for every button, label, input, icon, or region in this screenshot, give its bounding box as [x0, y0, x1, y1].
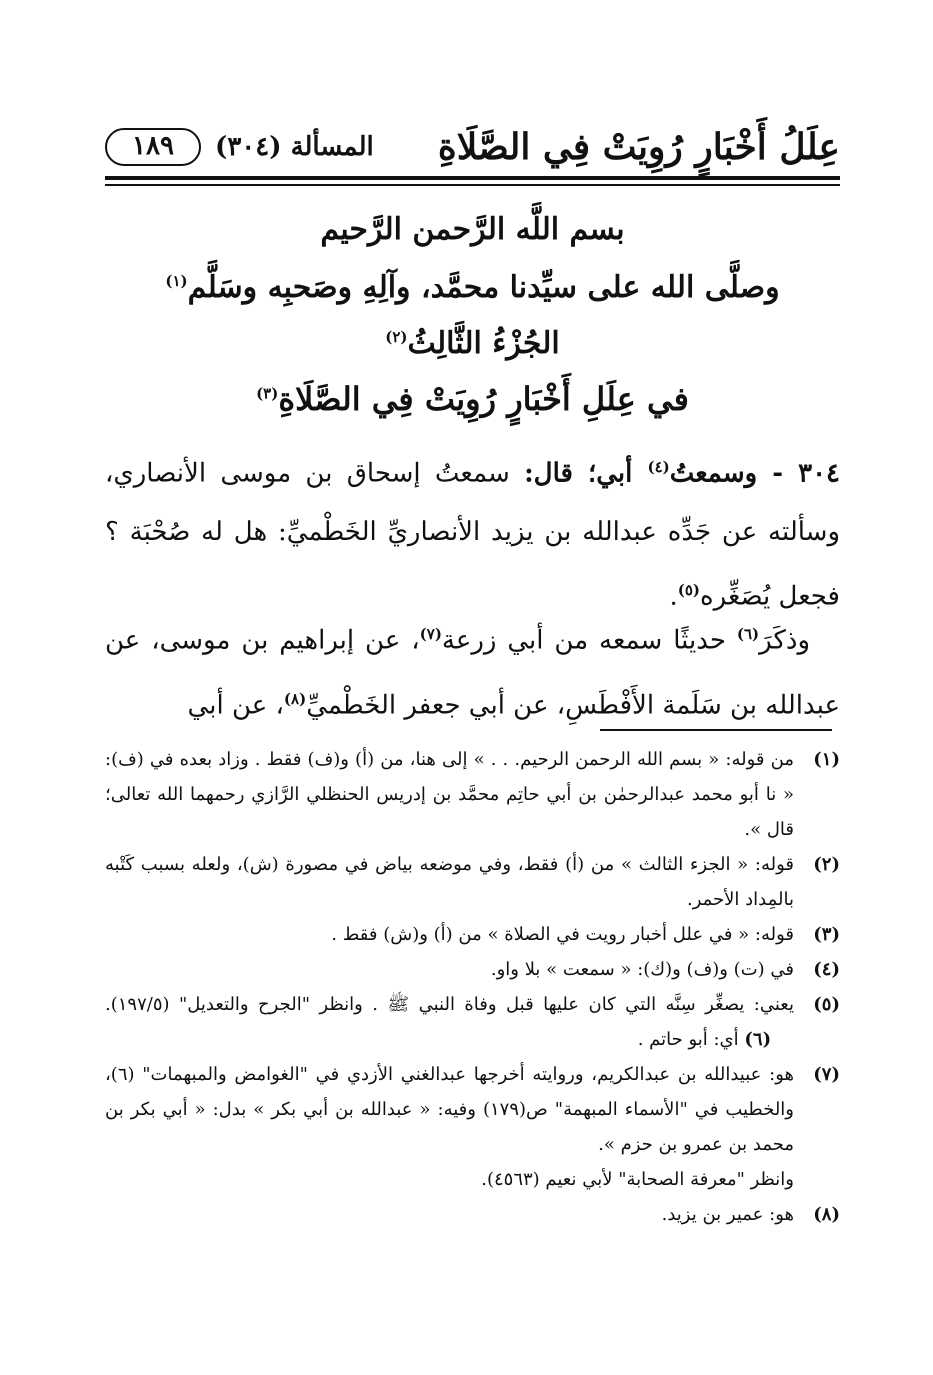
footnote-4 — [105, 952, 840, 987]
book-title: عِلَلُ أَخْبَارٍ رُوِيَتْ فِي الصَّلَاةِ — [437, 126, 840, 168]
footnote-number: (٨) — [813, 1204, 840, 1225]
footnote-number-6: (٦) — [744, 1029, 772, 1050]
footnote-number: (١) — [813, 749, 840, 770]
footnote-number: (٣) — [813, 924, 840, 945]
footnote-text: هو: عبيدالله بن عبدالكريم، وروايته أخرجها عبدالغني الأزدي في "الغوامض والمبهمات" (٦)، والخطيب في "الأسماء المبهمة" ص(١٧٩) وفيه: « عبدالله بن أبي بكر » بدل: « أبي بكر بن محمد بن عمرو بن حزم ». — [105, 1064, 794, 1155]
footnote-5 — [105, 987, 840, 1057]
footnote-ref-4[interactable]: (٤) — [647, 458, 670, 476]
header-rule-thick — [105, 176, 840, 180]
footnote-ref-6[interactable]: (٦) — [736, 625, 760, 643]
footnote-text-6: أي: أبو حاتم . — [637, 1029, 739, 1050]
p2-text-4: ، عن أبي — [187, 690, 284, 721]
footnote-text: من قوله: « بسم الله الرحمن الرحيم. . . » إلى هنا، من (أ) و(ف) فقط . وزاد بعده في (ف): « نا أبو محمد عبدالرحمٰن بن أبي حاتِم محمَّد بن إدريس الحنظلي الرَّازي رحمهما الله تعالى؛ قال ». — [105, 749, 794, 840]
footnote-7 — [105, 1057, 840, 1197]
paragraph-lead-2: أبي؛ قال: — [524, 458, 648, 489]
footnote-1 — [105, 742, 840, 847]
header-rule-thin — [105, 184, 840, 186]
salat-heading — [105, 270, 840, 305]
page-number: ١٨٩ — [105, 128, 201, 166]
footnote-text: في (ت) و(ف) و(ك): « سمعت » بلا واو. — [490, 959, 794, 980]
paragraph-dhakara — [105, 605, 840, 734]
footnote-text: هو: عمير بن يزيد. — [661, 1204, 794, 1225]
p2-text-1: وذكَرَ — [759, 625, 811, 656]
footnotes — [105, 742, 840, 1232]
salat-text: وصلَّى الله على سيِّدنا محمَّد، وآلِهِ وصَحبِه وسَلَّم — [187, 270, 780, 305]
footnote-ref-5[interactable]: (٥) — [677, 580, 700, 599]
footnote-8 — [105, 1197, 840, 1232]
footnote-ref-1[interactable]: (١) — [165, 272, 188, 290]
basmala-heading — [105, 212, 840, 247]
footnote-text: قوله: « في علل أخبار رويت في الصلاة » من (أ) و(ش) فقط . — [331, 924, 794, 945]
footnote-ref-2[interactable]: (٢) — [385, 328, 408, 346]
footnote-divider — [600, 729, 832, 731]
footnote-ref-3[interactable]: (٣) — [256, 384, 279, 403]
juz-text: الجُزْءُ الثَّالِثُ — [407, 326, 560, 361]
section-title — [105, 380, 840, 418]
p2-text-3: ، عن إبراهيم بن موسى، عن عبدالله بن سَلَمة الأَفْطَسِ، عن أبي جعفر الخَطْميِّ — [105, 625, 840, 721]
p2-text-2: حديثًا سمعه من أبي زرعة — [441, 625, 737, 656]
footnote-3 — [105, 917, 840, 952]
footnote-text: يعني: يصغِّر سِنَّه التي كان عليها قبل وفاة النبي ﷺ . وانظر "الجرح والتعديل" (١٩٧/٥). — [105, 994, 794, 1015]
juz-heading — [105, 326, 840, 361]
page-header — [105, 118, 840, 178]
paragraph-text: سمعتُ إسحاق بن موسى الأنصاري، وسألته عن جَدِّه عبدالله بن يزيد الأنصاريِّ الخَطْميِّ: هل له صُحْبَة ؟ فجعل يُصَغِّره — [105, 458, 840, 612]
footnote-number: (٢) — [813, 854, 840, 875]
issue-label: المسألة (٣٠٤) — [215, 132, 374, 162]
paragraph-lead: ٣٠٤ - وسمعتُ — [669, 458, 841, 489]
footnote-2 — [105, 847, 840, 917]
footnote-ref-7[interactable]: (٧) — [419, 625, 442, 643]
paragraph-end: . — [669, 581, 678, 612]
footnote-text-extra: وانظر "معرفة الصحابة" لأبي نعيم (٤٥٦٣). — [481, 1169, 794, 1190]
footnote-number: (٥) — [813, 994, 840, 1015]
footnote-ref-8[interactable]: (٨) — [283, 689, 307, 708]
paragraph-304 — [105, 438, 840, 625]
footnote-number: (٤) — [813, 959, 840, 980]
footnote-number: (٧) — [813, 1064, 840, 1085]
basmala-text: بسم اللَّه الرَّحمن الرَّحيم — [320, 212, 625, 247]
footnote-text: قوله: « الجزء الثالث » من (أ) فقط، وفي موضعه بياض في مصورة (ش)، ولعله بسبب كَتْبه بالمِداد الأحمر. — [105, 854, 794, 910]
section-title-text: في عِلَلِ أَخْبَارٍ رُوِيَتْ فِي الصَّلَاةِ — [278, 380, 689, 418]
